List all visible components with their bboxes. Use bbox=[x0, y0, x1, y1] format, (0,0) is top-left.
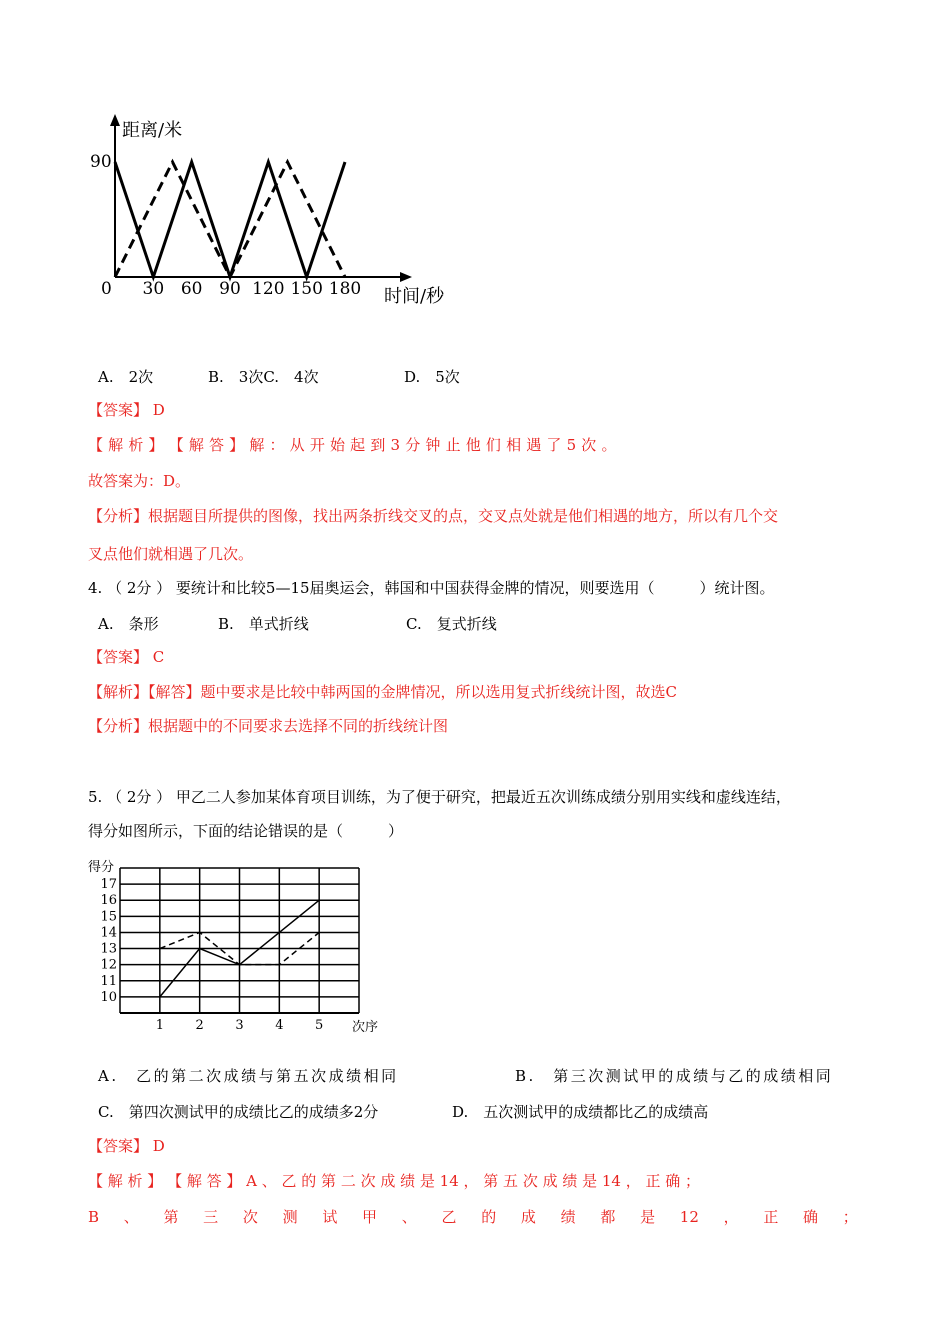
explanation-char: 都 bbox=[600, 1208, 616, 1226]
y-tick-label: 13 bbox=[100, 941, 117, 957]
q3-answer: 【答案】 D bbox=[88, 401, 165, 419]
x-tick-label: 3 bbox=[235, 1018, 244, 1033]
x-axis-label: 次序 bbox=[352, 1020, 379, 1035]
y-tick-label: 16 bbox=[100, 893, 117, 909]
dashed-series-line bbox=[115, 162, 345, 277]
explanation-char: ； bbox=[842, 1208, 858, 1226]
explanation-char: 乙 bbox=[441, 1208, 457, 1226]
x-tick-label: 2 bbox=[195, 1018, 204, 1033]
explanation-char: 绩 bbox=[560, 1208, 576, 1226]
q3-option-b-c[interactable]: B. 3次C. 4次 bbox=[208, 368, 319, 386]
q3-option-d[interactable]: D. 5次 bbox=[404, 368, 460, 386]
explanation-char: 12 bbox=[679, 1208, 699, 1226]
x-axis-label: 时间/秒 bbox=[384, 286, 445, 307]
y-axis-label: 得分 bbox=[88, 860, 115, 875]
x-tick-label: 180 bbox=[328, 279, 362, 299]
explanation-char: 试 bbox=[322, 1208, 338, 1226]
q5-answer: 【答案】 D bbox=[88, 1137, 165, 1155]
q5-stem-cont: 得分如图所示，下面的结论错误的是（ ） bbox=[88, 822, 404, 840]
explanation-char: 三 bbox=[203, 1208, 219, 1226]
q5-explanation: 【 解 析 】 【 解 答 】 A 、 乙 的 第 二 次 成 绩 是 14 ， 第 五 次 成 绩 是 14 ， 正 确 ； bbox=[88, 1172, 701, 1190]
x-tick-label: 1 bbox=[155, 1018, 164, 1033]
q3-analysis: 【分析】根据题目所提供的图像，找出两条折线交叉的点，交叉点处就是他们相遇的地方，所以有几个交 bbox=[88, 507, 779, 525]
q3-analysis-cont: 叉点他们就相遇了几次。 bbox=[88, 545, 254, 563]
x-tick-label: 5 bbox=[315, 1018, 324, 1033]
q3-explanation-cont: 故答案为：D。 bbox=[88, 472, 191, 490]
q3-explanation: 【 解 析 】 【 解 答 】 解 ： 从 开 始 起 到 3 分 钟 止 他 们 相 遇 了 5 次 。 bbox=[88, 436, 617, 454]
explanation-char: ， bbox=[723, 1208, 739, 1226]
solid-series-line bbox=[115, 162, 345, 277]
y-tick-label: 14 bbox=[100, 925, 117, 941]
q4-stem: 4. （ 2分 ） 要统计和比较5—15届奥运会，韩国和中国获得金牌的情况，则要选用（ ）统计图。 bbox=[88, 579, 775, 597]
explanation-char: 的 bbox=[481, 1208, 497, 1226]
explanation-char: 正 bbox=[763, 1208, 779, 1226]
q4-explanation: 【解析】【解答】题中要求是比较中韩两国的金牌情况，所以选用复式折线统计图，故选C bbox=[88, 683, 677, 701]
q4-option-c[interactable]: C. 复式折线 bbox=[406, 615, 497, 633]
explanation-char: 测 bbox=[282, 1208, 298, 1226]
y-tick-label: 12 bbox=[100, 957, 117, 973]
q4-analysis: 【分析】根据题中的不同要求去选择不同的折线统计图 bbox=[88, 717, 449, 735]
q5-option-c[interactable]: C. 第四次测试甲的成绩比乙的成绩多2分 bbox=[98, 1103, 379, 1121]
explanation-char: 甲 bbox=[362, 1208, 378, 1226]
explanation-char: 次 bbox=[242, 1208, 258, 1226]
explanation-char: B bbox=[88, 1208, 100, 1226]
x-tick-label: 0 bbox=[101, 279, 112, 299]
x-axis-arrow bbox=[400, 272, 412, 282]
q4-answer: 【答案】 C bbox=[88, 648, 165, 666]
q4-option-a[interactable]: A. 条形 bbox=[98, 615, 159, 633]
y-axis-arrow bbox=[110, 114, 120, 126]
explanation-char: 、 bbox=[401, 1208, 417, 1226]
y-tick-label: 10 bbox=[100, 989, 117, 1005]
y-tick-label: 15 bbox=[100, 909, 117, 925]
q5-explanation-cont bbox=[88, 1207, 858, 1227]
q3-option-a[interactable]: A. 2次 bbox=[98, 368, 154, 386]
q5-option-d[interactable]: D. 五次测试甲的成绩都比乙的成绩高 bbox=[452, 1103, 709, 1121]
score-chart bbox=[86, 856, 386, 1036]
explanation-char: 、 bbox=[123, 1208, 139, 1226]
explanation-char: 确 bbox=[803, 1208, 819, 1226]
explanation-char: 成 bbox=[520, 1208, 536, 1226]
explanation-char: 第 bbox=[163, 1208, 179, 1226]
q5-option-a[interactable]: A. 乙的第二次成绩与第五次成绩相同 bbox=[98, 1067, 399, 1085]
x-tick-label: 30 bbox=[142, 279, 165, 299]
x-tick-label: 60 bbox=[180, 279, 203, 299]
q5-stem: 5. （ 2分 ） 甲乙二人参加某体育项目训练，为了便于研究，把最近五次训练成绩分别用实线和虚线连结， bbox=[88, 788, 791, 806]
distance-time-chart bbox=[90, 110, 470, 315]
y-axis-label: 距离/米 bbox=[122, 120, 183, 141]
x-tick-label: 4 bbox=[275, 1018, 284, 1033]
x-tick-label: 90 bbox=[219, 279, 241, 299]
y-tick-90: 90 bbox=[90, 152, 112, 172]
q5-option-b[interactable]: B. 第三次测试甲的成绩与乙的成绩相同 bbox=[515, 1067, 834, 1085]
y-tick-label: 17 bbox=[100, 877, 117, 893]
y-tick-label: 11 bbox=[100, 973, 117, 989]
x-tick-label: 150 bbox=[290, 279, 323, 299]
explanation-char: 是 bbox=[640, 1208, 656, 1226]
x-tick-label: 120 bbox=[252, 279, 285, 299]
q4-option-b[interactable]: B. 单式折线 bbox=[218, 615, 309, 633]
